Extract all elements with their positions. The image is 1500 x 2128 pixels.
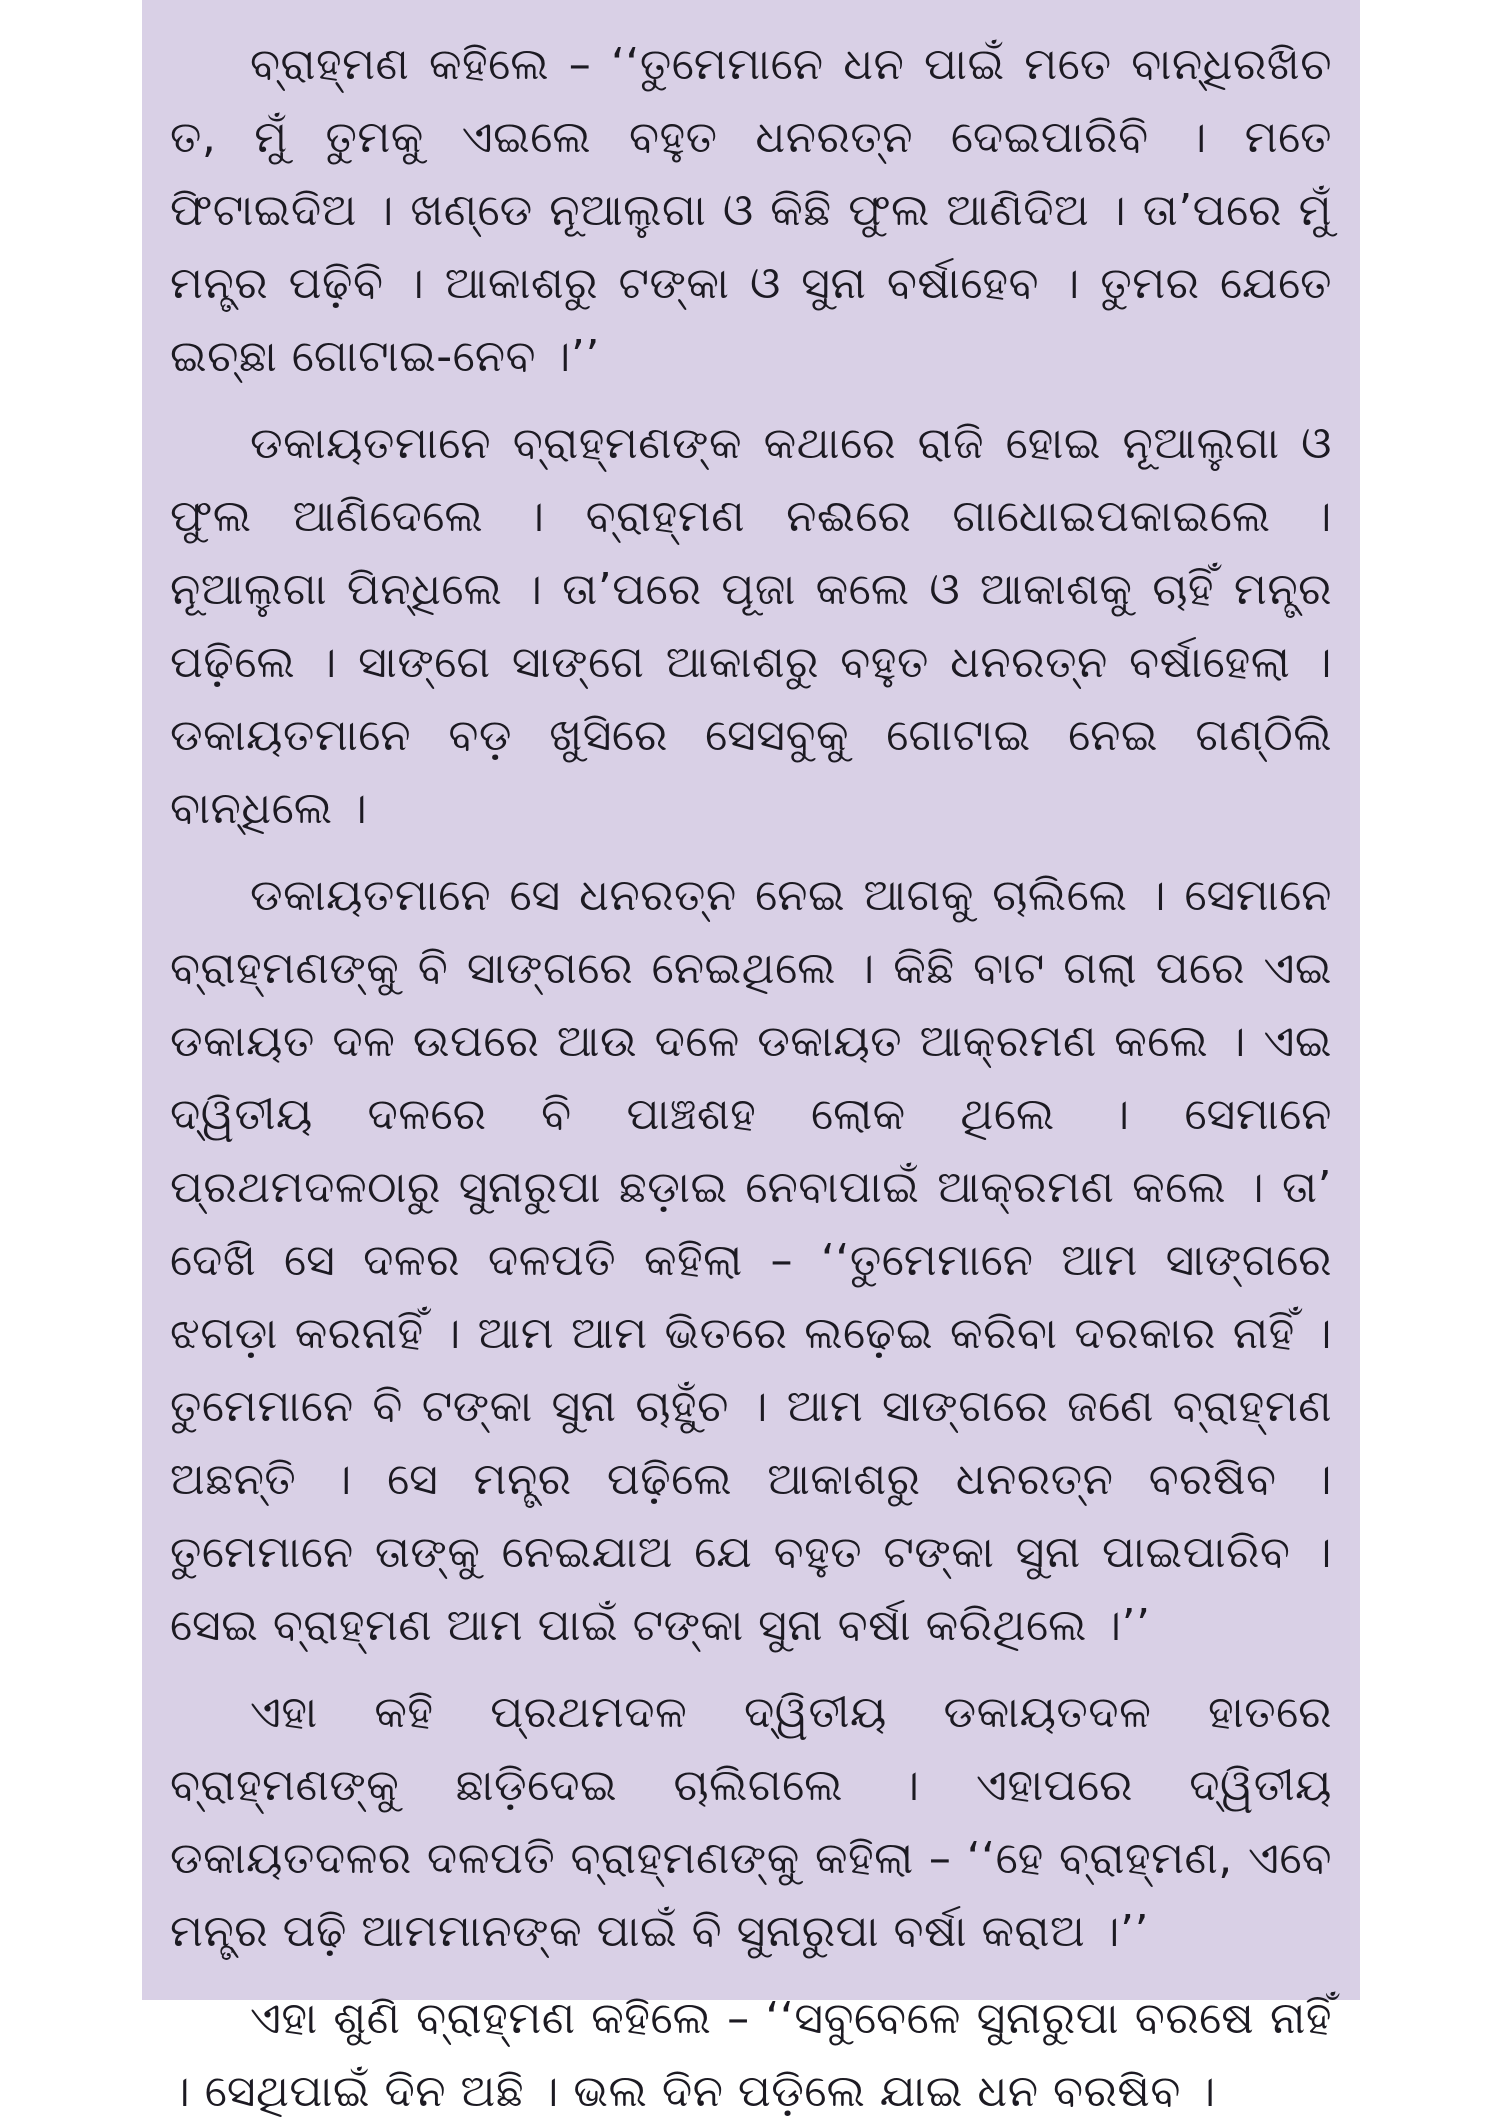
paragraph-5: ଏହା ଶୁଣି ବ୍ରାହ୍ମଣ କହିଲେ – ‘‘ସବୁବେଳେ ସୁନାରୁପା ବରଷେ ନାହିଁ । ସେଥିପାଇଁ ଦିନ ଅଛି । ଭଲ ଦିନ ପଡ଼ିଲେ ଯାଇ ଧନ ବରଷିବ । xyxy=(170,1993,1332,2117)
paragraph-1: ବ୍ରାହ୍ମଣ କହିଲେ – ‘‘ତୁମେମାନେ ଧନ ପାଇଁ ମତେ ବାନ୍ଧିରଖିଚ ତ, ମୁଁ ତୁମକୁ ଏଇଲେ ବହୁତ ଧନରତ୍ନ ଦେଇପାରିବି । ମତେ ଫିଟାଇଦିଅ । ଖଣ୍ଡେ ନୂଆଲୁଗା ଓ କିଛି ଫୁଲ ଆଣିଦିଅ । ତା’ପରେ ମୁଁ ମନ୍ତ୍ର ପଢ଼ିବି । ଆକାଶରୁ ଟଙ୍କା ଓ ସୁନା ବର୍ଷାହେବ । ତୁମର ଯେତେ ଇଚ୍ଛା ଗୋଟାଇ-ନେବ ।’’ xyxy=(170,39,1332,382)
book-page xyxy=(142,0,1360,2117)
paragraph-2: ଡକାୟତମାନେ ବ୍ରାହ୍ମଣଙ୍କ କଥାରେ ରାଜି ହୋଇ ନୂଆଲୁଗା ଓ ଫୁଲ ଆଣିଦେଲେ । ବ୍ରାହ୍ମଣ ନଈରେ ଗାଧୋଇପକାଇଲେ । ନୂଆଲୁଗା ପିନ୍ଧିଲେ । ତା’ପରେ ପୂଜା କଲେ ଓ ଆକାଶକୁ ଚାହିଁ ମନ୍ତ୍ର ପଢ଼ିଲେ । ସାଙ୍ଗେ ସାଙ୍ଗେ ଆକାଶରୁ ବହୁତ ଧନରତ୍ନ ବର୍ଷାହେଲା । ଡକାୟତମାନେ ବଡ଼ ଖୁସିରେ ସେସବୁକୁ ଗୋଟାଇ ନେଇ ଗଣ୍ଠିଲି ବାନ୍ଧିଲେ । xyxy=(170,418,1332,834)
paragraph-4: ଏହା କହି ପ୍ରଥମଦଳ ଦ୍ୱିତୀୟ ଡକାୟତଦଳ ହାତରେ ବ୍ରାହ୍ମଣଙ୍କୁ ଛାଡ଼ିଦେଇ ଚାଲିଗଲେ । ଏହାପରେ ଦ୍ୱିତୀୟ ଡକାୟତଦଳର ଦଳପତି ବ୍ରାହ୍ମଣଙ୍କୁ କହିଲା – ‘‘ହେ ବ୍ରାହ୍ମଣ, ଏବେ ମନ୍ତ୍ର ପଢ଼ି ଆମମାନଙ୍କ ପାଇଁ ବି ସୁନାରୁପା ବର୍ଷା କରାଅ ।’’ xyxy=(170,1687,1332,1957)
paragraph-3: ଡକାୟତମାନେ ସେ ଧନରତ୍ନ ନେଇ ଆଗକୁ ଚାଲିଲେ । ସେମାନେ ବ୍ରାହ୍ମଣଙ୍କୁ ବି ସାଙ୍ଗରେ ନେଇଥିଲେ । କିଛି ବାଟ ଗଲା ପରେ ଏଇ ଡକାୟତ ଦଳ ଉପରେ ଆଉ ଦଳେ ଡକାୟତ ଆକ୍ରମଣ କଲେ । ଏଇ ଦ୍ୱିତୀୟ ଦଳରେ ବି ପାଞ୍ଚଶହ ଲୋକ ଥିଲେ । ସେମାନେ ପ୍ରଥମଦଳଠାରୁ ସୁନାରୁପା ଛଡ଼ାଇ ନେବାପାଇଁ ଆକ୍ରମଣ କଲେ । ତା’ ଦେଖି ସେ ଦଳର ଦଳପତି କହିଲା – ‘‘ତୁମେମାନେ ଆମ ସାଙ୍ଗରେ ଝଗଡ଼ା କରନାହିଁ । ଆମ ଆମ ଭିତରେ ଲଢ଼େଇ କରିବା ଦରକାର ନାହିଁ । ତୁମେମାନେ ବି ଟଙ୍କା ସୁନା ଚାହୁଁଚ । ଆମ ସାଙ୍ଗରେ ଜଣେ ବ୍ରାହ୍ମଣ ଅଛନ୍ତି । ସେ ମନ୍ତ୍ର ପଢ଼ିଲେ ଆକାଶରୁ ଧନରତ୍ନ ବରଷିବ । ତୁମେମାନେ ତାଙ୍କୁ ନେଇଯାଅ ଯେ ବହୁତ ଟଙ୍କା ସୁନା ପାଇପାରିବ । ସେଇ ବ୍ରାହ୍ମଣ ଆମ ପାଇଁ ଟଙ୍କା ସୁନା ବର୍ଷା କରିଥିଲେ ।’’ xyxy=(170,870,1332,1651)
